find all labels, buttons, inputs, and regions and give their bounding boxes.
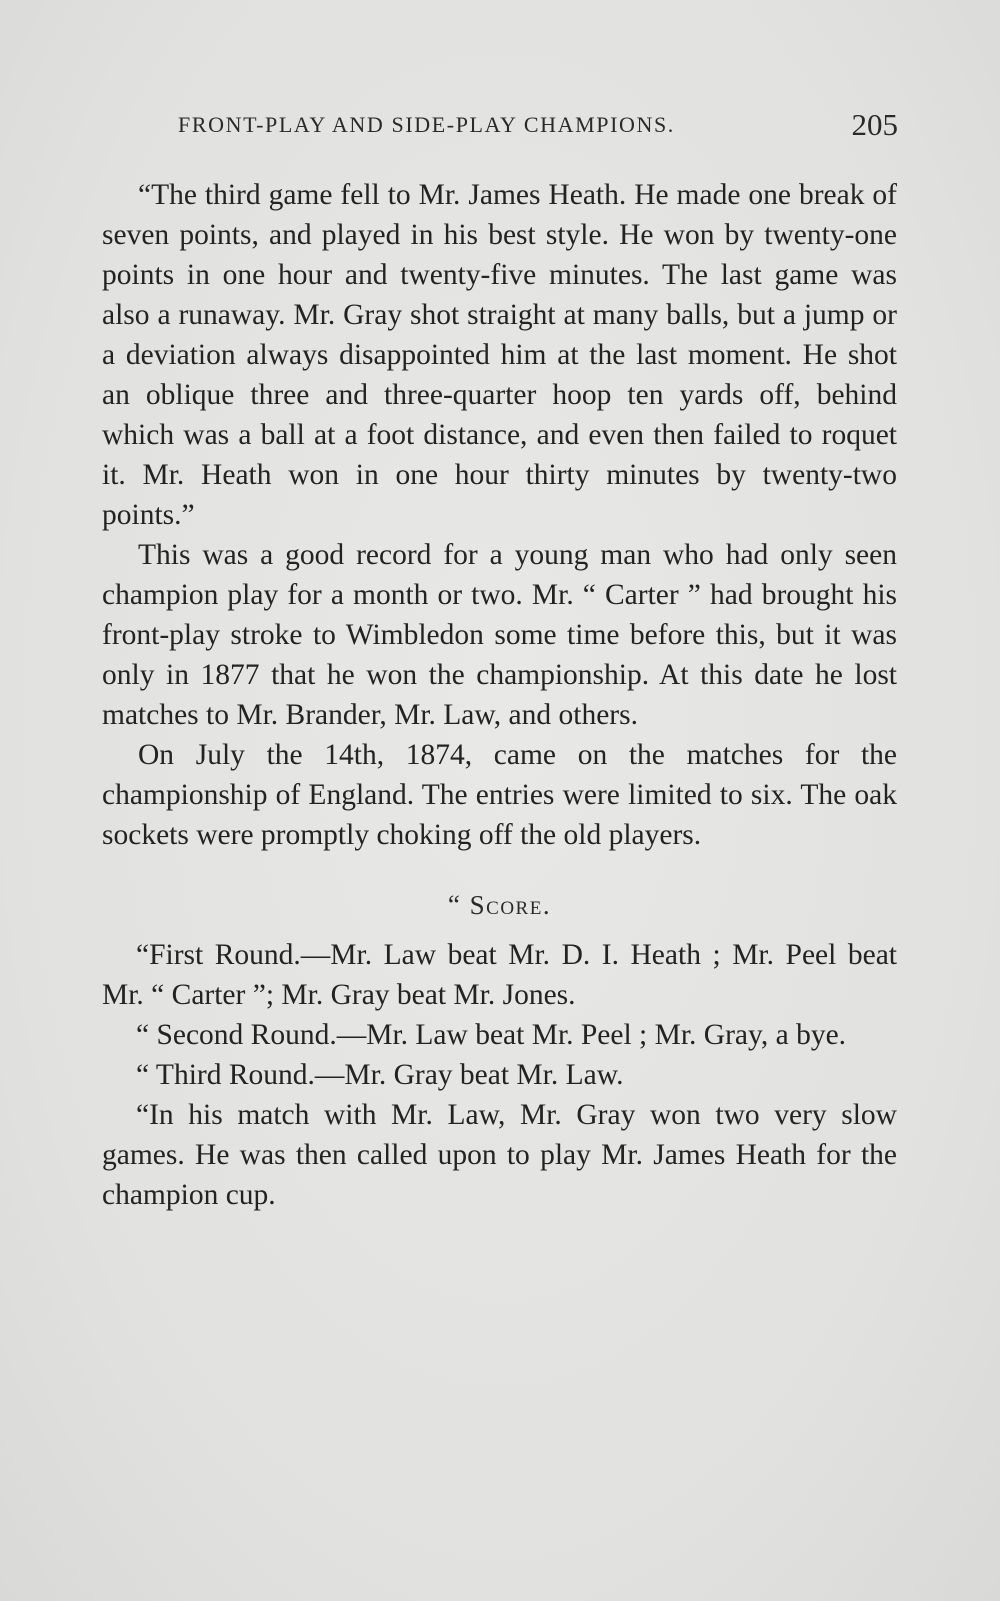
running-head: FRONT-PLAY AND SIDE-PLAY CHAMPIONS.: [178, 112, 675, 137]
paragraph-july-matches: On July the 14th, 1874, came on the matches for the championship of England. The entries were limited to six. The oak sockets were promptly choking off the old players.: [102, 739, 897, 851]
page-header: [178, 107, 898, 152]
paragraph-third-game: “The third game fell to Mr. James Heath. He made one break of seven points, and played in his best style. He won by twenty-one points in one hour and twenty-five minutes. The last game was also a runaway. Mr. Gray shot straight at many balls, but a jump or a deviation always disappointed him at the last moment. He shot an oblique three and three-quarter hoop ten yards off, behind which was a ball at a foot distance, and even then failed to roquet it. Mr. Heath won in one hour thirty minutes by twenty-two points.”: [102, 179, 897, 531]
score-third-round: “ Third Round.—Mr. Gray beat Mr. Law.: [136, 1059, 624, 1091]
score-first-round: “First Round.—Mr. Law beat Mr. D. I. Heath ; Mr. Peel beat Mr. “ Carter ”; Mr. Gray beat Mr. Jones.: [102, 939, 897, 1011]
score-heading: “ Score.: [447, 890, 552, 920]
paragraph-good-record: This was a good record for a young man who had only seen champion play for a month or two. Mr. “ Carter ” had brought his front-play stroke to Wimbledon some time before this, but it was only in 1877 that he won the championship. At this date he lost matches to Mr. Brander, Mr. Law, and others.: [102, 539, 897, 731]
page-number: 205: [851, 107, 898, 142]
score-second-round: “ Second Round.—Mr. Law beat Mr. Peel ; Mr. Gray, a bye.: [136, 1019, 847, 1051]
score-match-note: “In his match with Mr. Law, Mr. Gray won two very slow games. He was then called upon to play Mr. James Heath for the champion cup.: [102, 1099, 897, 1211]
body-text: [102, 175, 897, 1215]
